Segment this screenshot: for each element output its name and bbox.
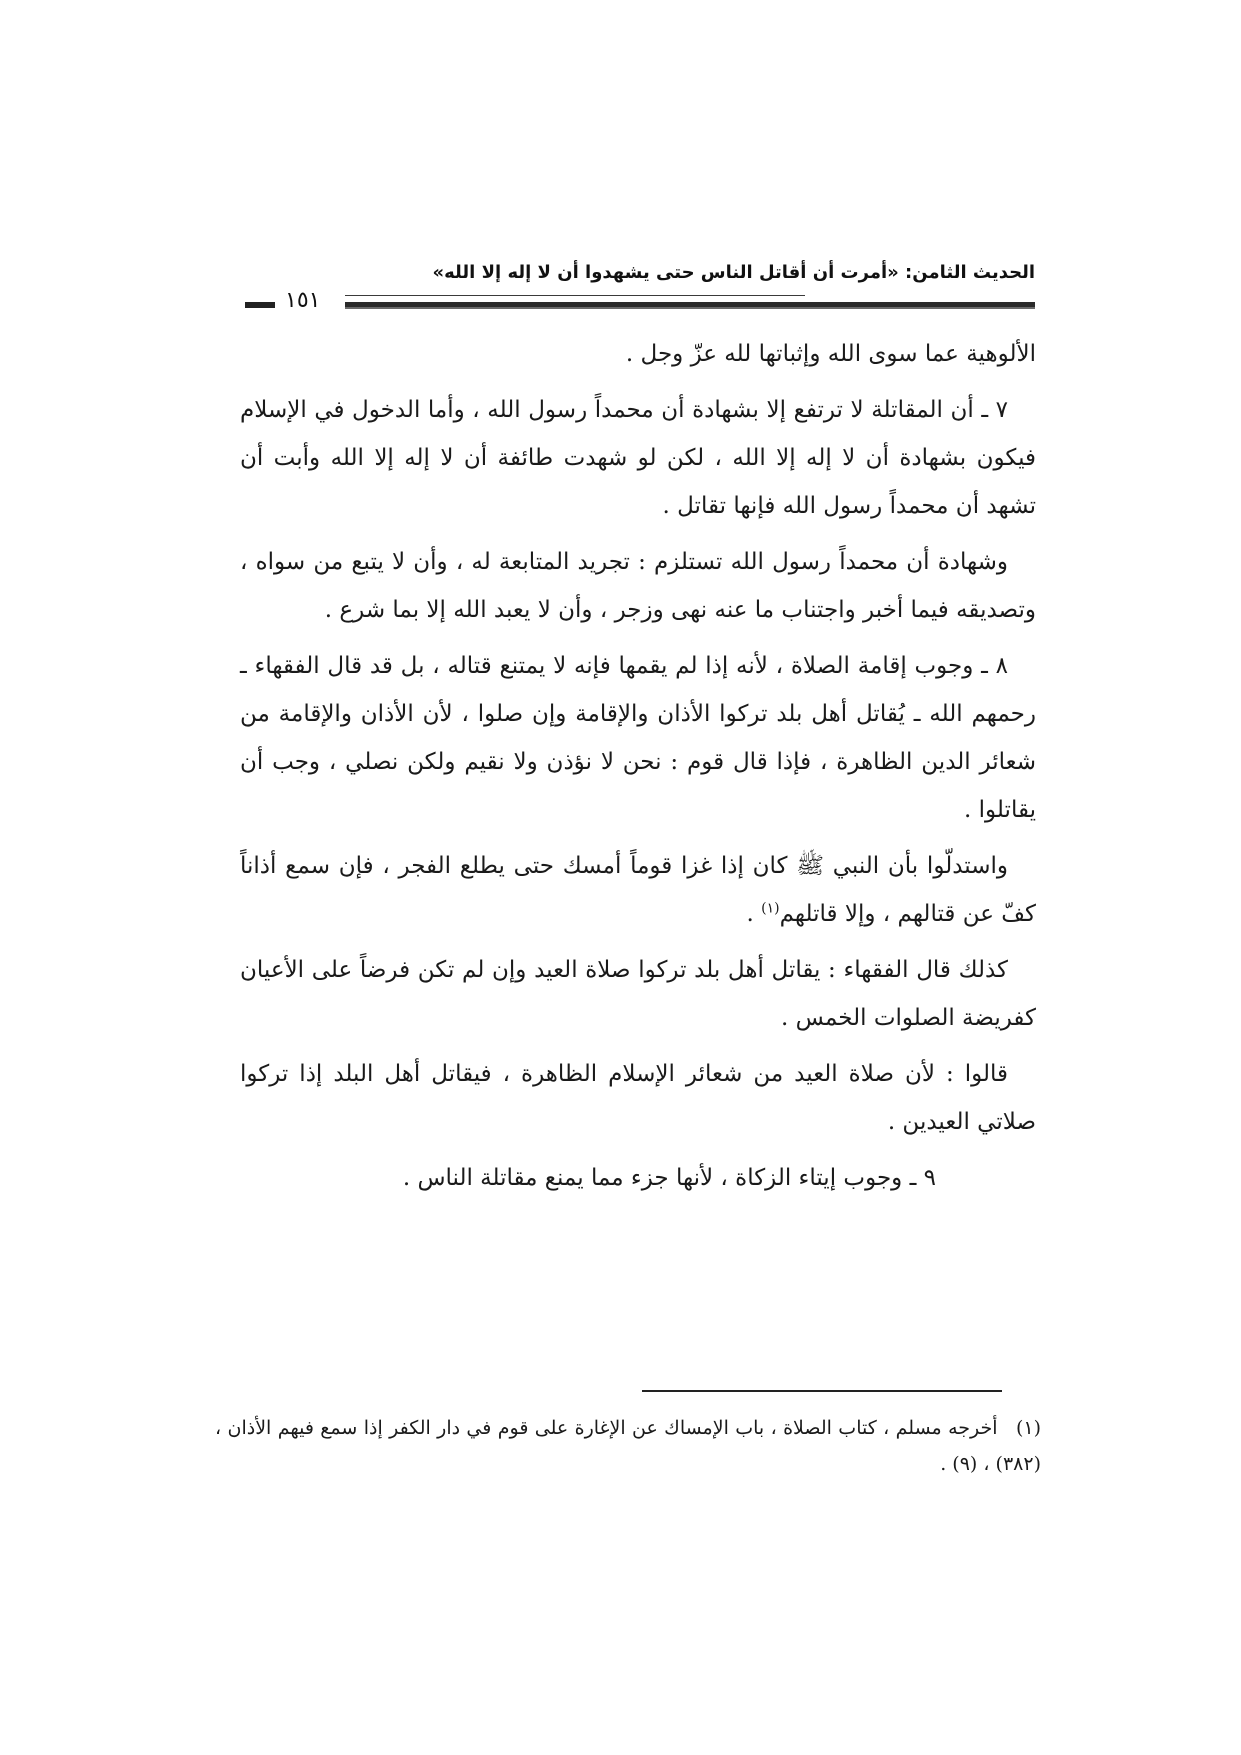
paragraph-point-7: ٧ ـ أن المقاتلة لا ترتفع إلا بشهادة أن محمداً رسول الله ، وأما الدخول في الإسلام فيكون بشهادة أن لا إله إلا الله ، لكن لو شهدت طائفة أن لا إله إلا الله وأبت أن تشهد أن محمداً رسول الله فإنها تقاتل . xyxy=(240,397,1036,519)
paragraph-point-8: ٨ ـ وجوب إقامة الصلاة ، لأنه إذا لم يقمها فإنه لا يمتنع قتاله ، بل قد قال الفقهاء ـ رحمهم الله ـ يُقاتل أهل بلد تركوا الأذان والإقامة وإن صلوا ، لأن الأذان والإقامة من شعائر الدين الظاهرة ، فإذا قال قوم : نحن لا نؤذن ولا نقيم ولكن نصلي ، وجب أن يقاتلوا . xyxy=(240,653,1036,823)
paragraph-evidence-text: واستدلّوا بأن النبي ﷺ كان إذا غزا قوماً أمسك حتى يطلع الفجر ، فإن سمع أذاناً كفّ عن قتالهم ، وإلا قاتلهم xyxy=(240,853,1036,927)
paragraph-shahada: وشهادة أن محمداً رسول الله تستلزم : تجريد المتابعة له ، وأن لا يتبع من سواه ، وتصديقه فيما أخبر واجتناب ما عنه نهى وزجر ، وأن لا يعبد الله إلا بما شرع . xyxy=(240,549,1036,623)
running-header xyxy=(245,262,1035,313)
main-text xyxy=(240,330,1036,1210)
footnote xyxy=(215,1410,1041,1482)
footnote-reference[interactable]: (١) xyxy=(761,900,780,917)
header-title: الحديث الثامن: «أمرت أن أقاتل الناس حتى يشهدوا أن لا إله إلا الله» xyxy=(432,262,1035,283)
paragraph-eid: كذلك قال الفقهاء : يقاتل أهل بلد تركوا صلاة العيد وإن لم تكن فرضاً على الأعيان كفريضة الصلوات الخمس . xyxy=(240,957,1036,1031)
paragraph-eid-reason: قالوا : لأن صلاة العيد من شعائر الإسلام الظاهرة ، فيقاتل أهل البلد إذا تركوا صلاتي العيدين . xyxy=(240,1061,1036,1135)
header-rule xyxy=(345,302,1035,309)
header-thin-rule xyxy=(345,295,805,296)
paragraph-point-9: ٩ ـ وجوب إيتاء الزكاة ، لأنها جزء مما يمنع مقاتلة الناس . xyxy=(402,1165,936,1191)
paragraph-continuation: الألوهية عما سوى الله وإثباتها لله عزّ وجل . xyxy=(625,341,1036,367)
page-number: ١٥١ xyxy=(285,288,321,313)
paragraph-evidence xyxy=(240,842,1036,938)
footnote-marker: (١) xyxy=(1015,1417,1041,1439)
page-number-mark xyxy=(245,302,275,308)
footnote-separator xyxy=(642,1390,1002,1392)
paragraph-evidence-end: . xyxy=(746,901,762,927)
footnote-text: أخرجه مسلم ، كتاب الصلاة ، باب الإمساك عن الإغارة على قوم في دار الكفر إذا سمع فيهم الأذان ، (٣٨٢) ، (٩) . xyxy=(215,1417,1041,1475)
